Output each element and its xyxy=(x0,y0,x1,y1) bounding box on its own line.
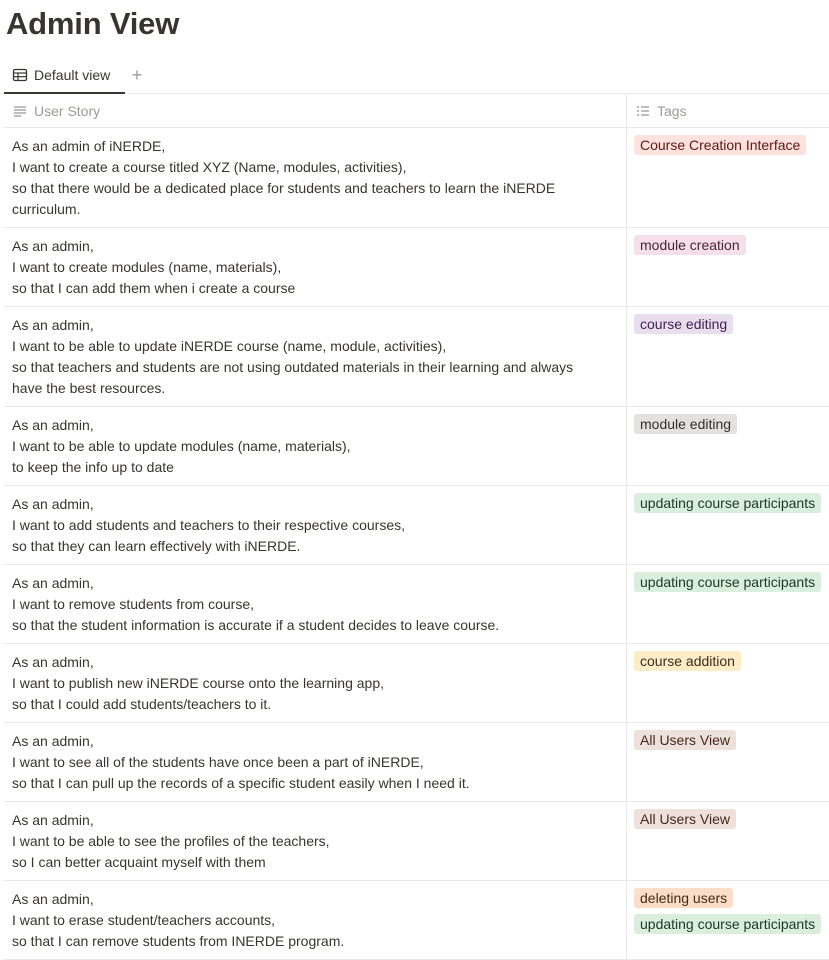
table-row[interactable] xyxy=(4,307,829,407)
user-story-line: As an admin, xyxy=(12,812,94,828)
view-tabbar xyxy=(0,58,829,94)
user-story-line: have the best resources. xyxy=(12,380,166,396)
multi-select-icon xyxy=(635,103,651,119)
table-header xyxy=(4,94,829,128)
user-story-line: As an admin of iNERDE, xyxy=(12,138,166,154)
tags-cell[interactable] xyxy=(627,565,829,643)
user-story-line: I want to erase student/teachers accounts, xyxy=(12,912,276,928)
user-story-line: As an admin, xyxy=(12,317,94,333)
tags-cell[interactable] xyxy=(627,407,829,485)
user-story-line: I want to be able to see the profiles of the teachers, xyxy=(12,833,330,849)
tag-badge: course addition xyxy=(634,651,741,671)
tags-cell[interactable] xyxy=(627,486,829,564)
table-row[interactable] xyxy=(4,644,829,723)
user-story-line: I want to create modules (name, materials), xyxy=(12,259,282,275)
user-story-line: so that teachers and students are not using outdated materials in their learning and always xyxy=(12,359,574,375)
column-header-tags[interactable] xyxy=(627,94,829,127)
database-table xyxy=(4,94,829,960)
column-header-user-story-label: User Story xyxy=(34,102,101,119)
user-story-cell[interactable] xyxy=(4,565,627,643)
user-story-line: I want to add students and teachers to their respective courses, xyxy=(12,517,405,533)
user-story-cell[interactable] xyxy=(4,881,627,959)
tab-default-view-label: Default view xyxy=(34,67,111,83)
user-story-line: so I can better acquaint myself with them xyxy=(12,854,266,870)
tags-cell[interactable] xyxy=(627,723,829,801)
user-story-line: I want to publish new iNERDE course onto the learning app, xyxy=(12,675,384,691)
tag-badge: All Users View xyxy=(634,730,736,750)
user-story-line: so that there would be a dedicated place for students and teachers to learn the iNERDE xyxy=(12,180,556,196)
user-story-cell[interactable] xyxy=(4,228,627,306)
user-story-cell[interactable] xyxy=(4,128,627,227)
user-story-cell[interactable] xyxy=(4,407,627,485)
table-row[interactable] xyxy=(4,802,829,881)
user-story-cell[interactable] xyxy=(4,802,627,880)
user-story-line: so that I could add students/teachers to it. xyxy=(12,696,272,712)
text-property-icon xyxy=(12,103,28,119)
user-story-line: As an admin, xyxy=(12,238,94,254)
user-story-line: so that the student information is accurate if a student decides to leave course. xyxy=(12,617,500,633)
user-story-line: so that I can pull up the records of a specific student easily when I need it. xyxy=(12,775,470,791)
tag-badge: module creation xyxy=(634,235,746,255)
column-header-tags-label: Tags xyxy=(657,102,687,119)
user-story-line: I want to see all of the students have once been a part of iNERDE, xyxy=(12,754,424,770)
tag-badge: updating course participants xyxy=(634,914,821,934)
table-row[interactable] xyxy=(4,565,829,644)
user-story-line: I want to create a course titled XYZ (Name, modules, activities), xyxy=(12,159,407,175)
tag-badge: course editing xyxy=(634,314,733,334)
table-row[interactable] xyxy=(4,486,829,565)
tags-cell[interactable] xyxy=(627,128,829,227)
user-story-line: curriculum. xyxy=(12,201,81,217)
user-story-line: I want to be able to update iNERDE course (name, module, activities), xyxy=(12,338,447,354)
page-title: Admin View xyxy=(6,6,180,41)
user-story-line: so that I can add them when i create a course xyxy=(12,280,296,296)
tag-badge: deleting users xyxy=(634,888,733,908)
user-story-cell[interactable] xyxy=(4,644,627,722)
user-story-line: As an admin, xyxy=(12,654,94,670)
user-story-line: As an admin, xyxy=(12,733,94,749)
user-story-line: As an admin, xyxy=(12,575,94,591)
tag-badge: updating course participants xyxy=(634,572,821,592)
user-story-line: As an admin, xyxy=(12,496,94,512)
table-row[interactable] xyxy=(4,228,829,307)
tag-badge: All Users View xyxy=(634,809,736,829)
tags-cell[interactable] xyxy=(627,228,829,306)
user-story-line: I want to be able to update modules (name, materials), xyxy=(12,438,351,454)
tags-cell[interactable] xyxy=(627,644,829,722)
user-story-line: As an admin, xyxy=(12,891,94,907)
user-story-line: so that they can learn effectively with iNERDE. xyxy=(12,538,301,554)
column-header-user-story[interactable] xyxy=(4,94,627,127)
user-story-cell[interactable] xyxy=(4,486,627,564)
add-view-button[interactable]: + xyxy=(131,64,143,85)
table-icon xyxy=(12,67,28,83)
table-row[interactable] xyxy=(4,407,829,486)
user-story-cell[interactable] xyxy=(4,723,627,801)
tags-cell[interactable] xyxy=(627,802,829,880)
tag-badge: updating course participants xyxy=(634,493,821,513)
tags-cell[interactable] xyxy=(627,307,829,406)
user-story-line: to keep the info up to date xyxy=(12,459,174,475)
user-story-line: As an admin, xyxy=(12,417,94,433)
table-body xyxy=(4,128,829,960)
tab-default-view[interactable] xyxy=(4,58,125,94)
table-row[interactable] xyxy=(4,128,829,228)
user-story-line: so that I can remove students from INERDE program. xyxy=(12,933,345,949)
tag-badge: module editing xyxy=(634,414,737,434)
table-row[interactable] xyxy=(4,723,829,802)
user-story-line: I want to remove students from course, xyxy=(12,596,254,612)
tags-cell[interactable] xyxy=(627,881,829,959)
user-story-cell[interactable] xyxy=(4,307,627,406)
tag-badge: Course Creation Interface xyxy=(634,135,806,155)
